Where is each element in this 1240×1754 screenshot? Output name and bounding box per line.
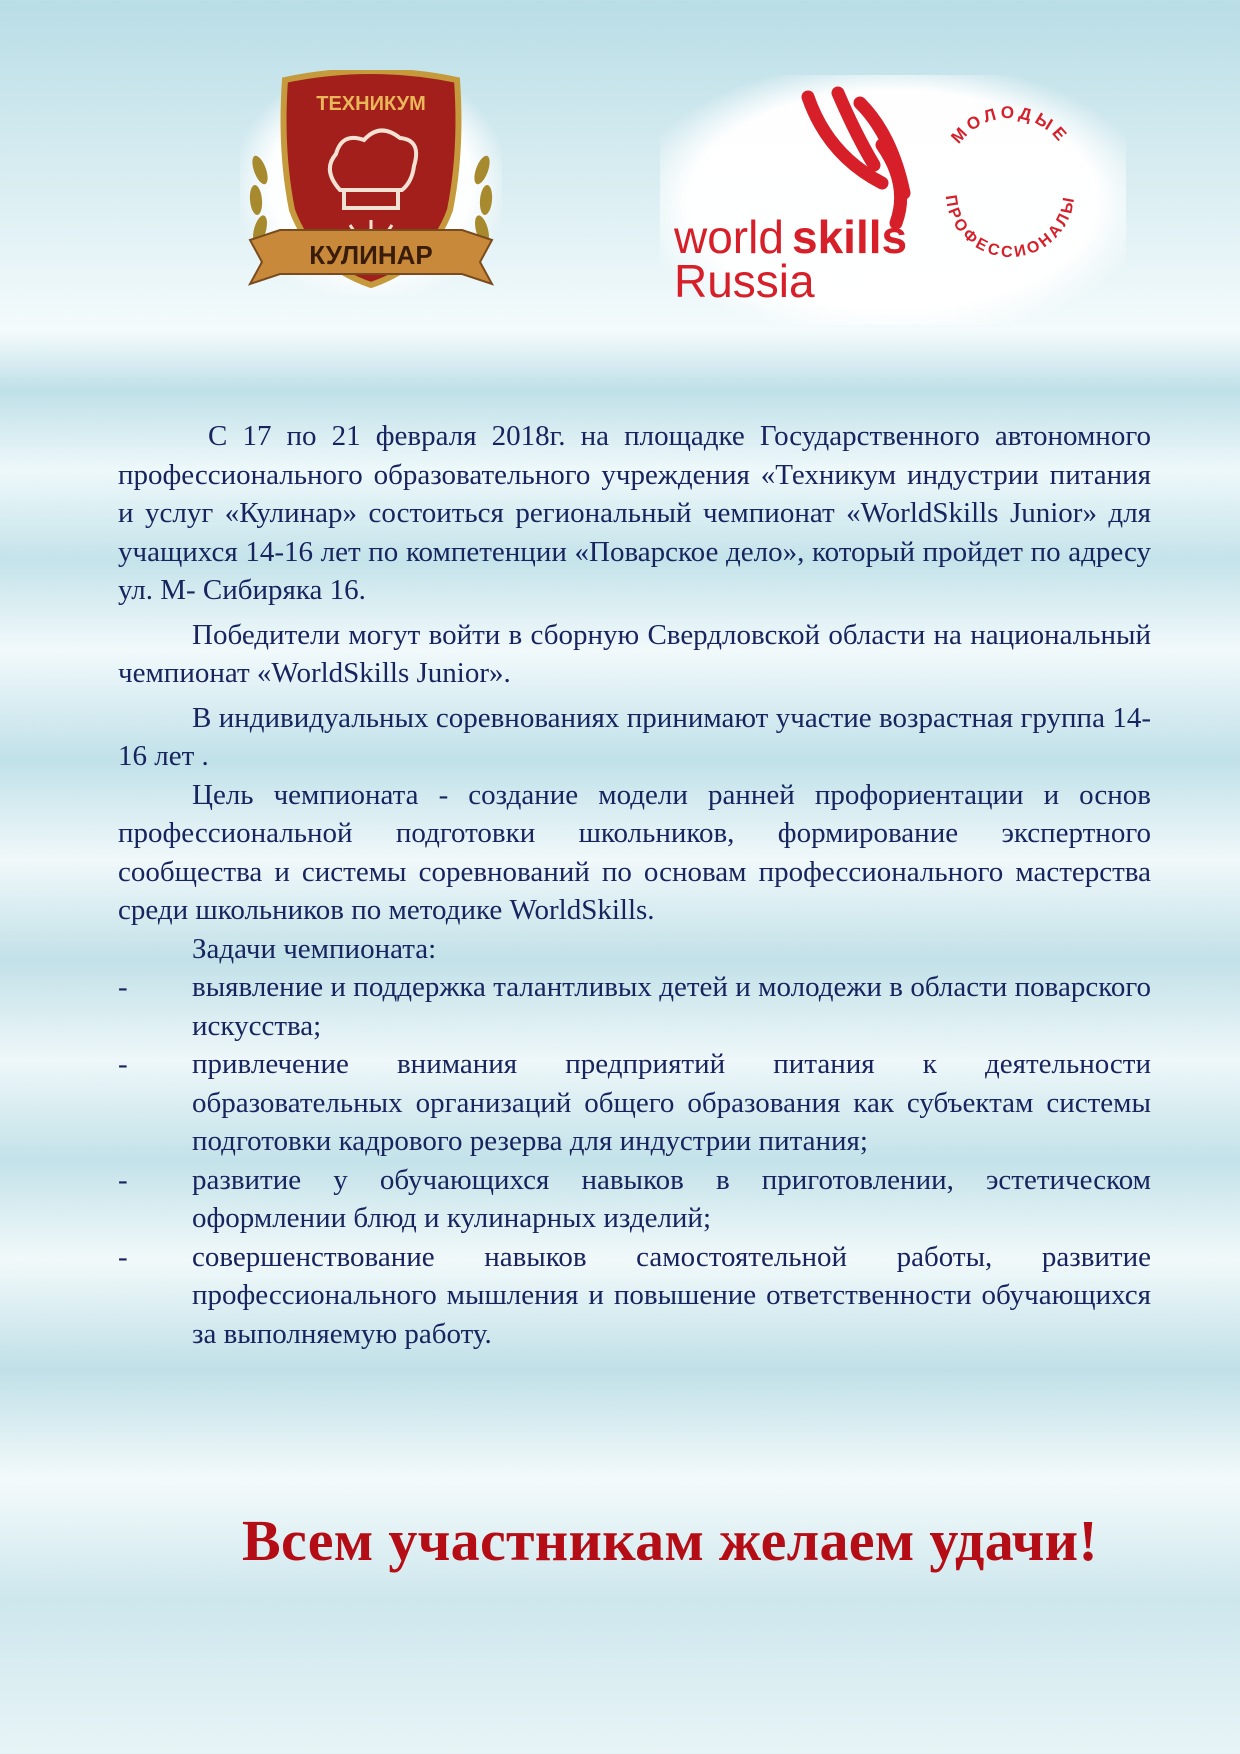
winners-paragraph: Победители могут войти в сборную Свердловской области на национальный чемпионат «WorldSkills Junior».	[118, 618, 1151, 689]
svg-text:МОЛОДЫЕ: МОЛОДЫЕ	[947, 102, 1073, 148]
svg-text:КУЛИНАР: КУЛИНАР	[309, 240, 433, 270]
task-text: совершенствование навыков самостоятельной работы, развитие профессионального мышления и повышение ответственности обучающихся за выполняемую работу.	[192, 1240, 1151, 1350]
tasks-list	[118, 968, 1151, 1353]
intro-paragraph: С 17 по 21 февраля 2018г. на площадке Государственного автономного профессионального образовательного учреждения «Техникум индустрии питания и услуг «Кулинар» состоиться региональный чемпионат «WorldSkills Junior» для учащихся 14-16 лет по компетенции «Поварское дело», который пройдет по адресу ул. М- Сибиряка 16.	[118, 420, 1151, 606]
closing-wish: Всем участникам желаем удачи!	[241, 1508, 1099, 1573]
task-text: привлечение внимания предприятий питания к деятельности образовательных организаций общего образования как субъектам системы подготовки кадрового резерва для индустрии питания;	[192, 1048, 1151, 1157]
task-text: выявление и поддержка талантливых детей и молодежи в области поварского искусства;	[192, 971, 1151, 1042]
kulinar-emblem-icon	[240, 70, 502, 296]
flame-icon	[808, 93, 904, 223]
bullet-dash: -	[118, 971, 128, 1003]
goal-paragraph: Цель чемпионата - создание модели ранней профориентации и основ профессиональной подготовки школьников, формирование экспертного сообщества и системы соревнований по основам профессионального мастерства среди школьников по методике WorldSkills.	[118, 778, 1151, 926]
bullet-dash: -	[118, 1163, 128, 1196]
svg-text:ПРОФЕССИОНАЛЫ: ПРОФЕССИОНАЛЫ	[941, 193, 1079, 262]
bullet-dash: -	[118, 1048, 128, 1080]
task-text: развитие у обучающихся навыков в приготовлении, эстетическом оформлении блюд и кулинарных изделий;	[192, 1163, 1151, 1234]
kulinar-logo	[240, 70, 502, 296]
svg-text:skills: skills	[792, 211, 908, 263]
svg-text:Russia: Russia	[674, 255, 815, 307]
svg-text:world: world	[674, 211, 784, 263]
list-item	[118, 1045, 1151, 1161]
list-item	[118, 968, 1151, 1045]
tasks-heading: Задачи чемпионата:	[192, 932, 437, 965]
bullet-dash: -	[118, 1240, 128, 1273]
worldskills-logo	[660, 75, 1126, 325]
worldskills-emblem-icon	[660, 75, 1126, 325]
svg-text:ТЕХНИКУМ: ТЕХНИКУМ	[316, 93, 426, 115]
individual-paragraph: В индивидуальных соревнованиях принимают участие возрастная группа 14-16 лет .	[118, 701, 1151, 772]
list-item	[118, 1161, 1151, 1238]
list-item	[118, 1238, 1151, 1354]
announcement-body	[118, 417, 1151, 1353]
